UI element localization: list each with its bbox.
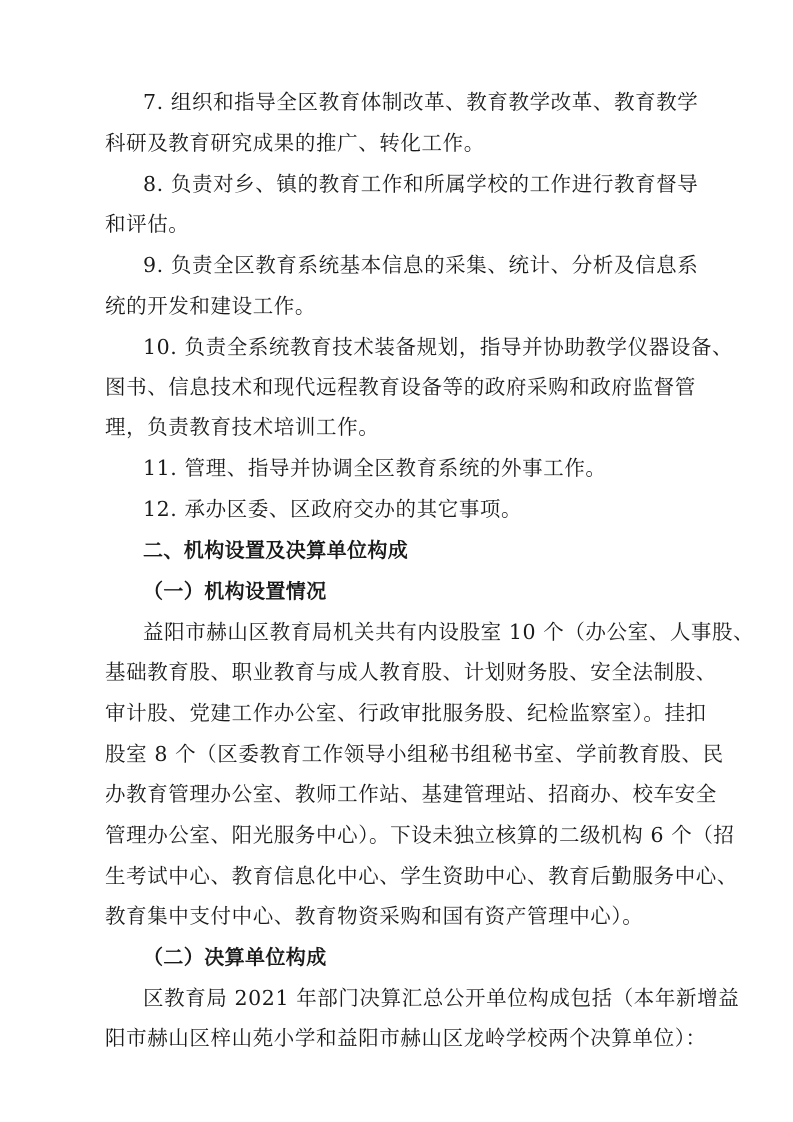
item-12-line-1: 12. 承办区委、区政府交办的其它事项。 <box>143 497 523 521</box>
sub2-paragraph-line: 区教育局 2021 年部门决算汇总公开单位构成包括（本年新增益 <box>143 986 740 1010</box>
subsection-2-heading: （二）决算单位构成 <box>143 945 327 969</box>
item-8-line-1: 8. 负责对乡、镇的教育工作和所属学校的工作进行教育督导 <box>143 172 699 196</box>
sub1-paragraph-line: 管理办公室、阳光服务中心）。下设未独立核算的二级机构 6 个（招 <box>105 823 735 847</box>
sub1-paragraph-line: 益阳市赫山区教育局机关共有内设股室 10 个（办公室、人事股、 <box>143 620 755 644</box>
subsection-1-heading: （一）机构设置情况 <box>143 579 327 603</box>
item-11-line-1: 11. 管理、指导并协调全区教育系统的外事工作。 <box>143 456 607 480</box>
sub2-paragraph-line: 阳市赫山区梓山苑小学和益阳市赫山区龙岭学校两个决算单位）： <box>105 1026 707 1050</box>
item-10-line-2: 图书、信息技术和现代远程教育设备等的政府采购和政府监督管 <box>105 375 696 399</box>
item-8-line-2: 和评估。 <box>105 212 190 236</box>
section-heading: 二、机构设置及决算单位构成 <box>143 538 409 562</box>
item-7-line-2: 科研及教育研究成果的推广、转化工作。 <box>105 131 485 155</box>
sub1-paragraph-line: 基础教育股、职业教育与成人教育股、计划财务股、安全法制股、 <box>105 660 717 684</box>
item-9-line-2: 统的开发和建设工作。 <box>105 294 316 318</box>
sub1-paragraph-line: 审计股、党建工作办公室、行政审批服务股、纪检监察室）。挂扣 <box>105 701 707 725</box>
sub1-paragraph-line: 教育集中支付中心、教育物资采购和国有资产管理中心）。 <box>105 904 644 928</box>
sub1-paragraph-line: 办教育管理办公室、教师工作站、基建管理站、招商办、校车安全 <box>105 782 717 806</box>
sub1-paragraph-line: 股室 8 个（区委教育工作领导小组秘书组秘书室、学前教育股、民 <box>105 742 724 766</box>
item-10-line-1: 10. 负责全系统教育技术装备规划，指导并协助教学仪器设备、 <box>143 335 734 359</box>
sub1-paragraph-line: 生考试中心、教育信息化中心、学生资助中心、教育后勤服务中心、 <box>105 864 738 888</box>
item-7-line-1: 7. 组织和指导全区教育体制改革、教育教学改革、教育教学 <box>143 90 699 114</box>
item-9-line-1: 9. 负责全区教育系统基本信息的采集、统计、分析及信息系 <box>143 253 699 277</box>
item-10-line-3: 理，负责教育技术培训工作。 <box>105 415 380 439</box>
